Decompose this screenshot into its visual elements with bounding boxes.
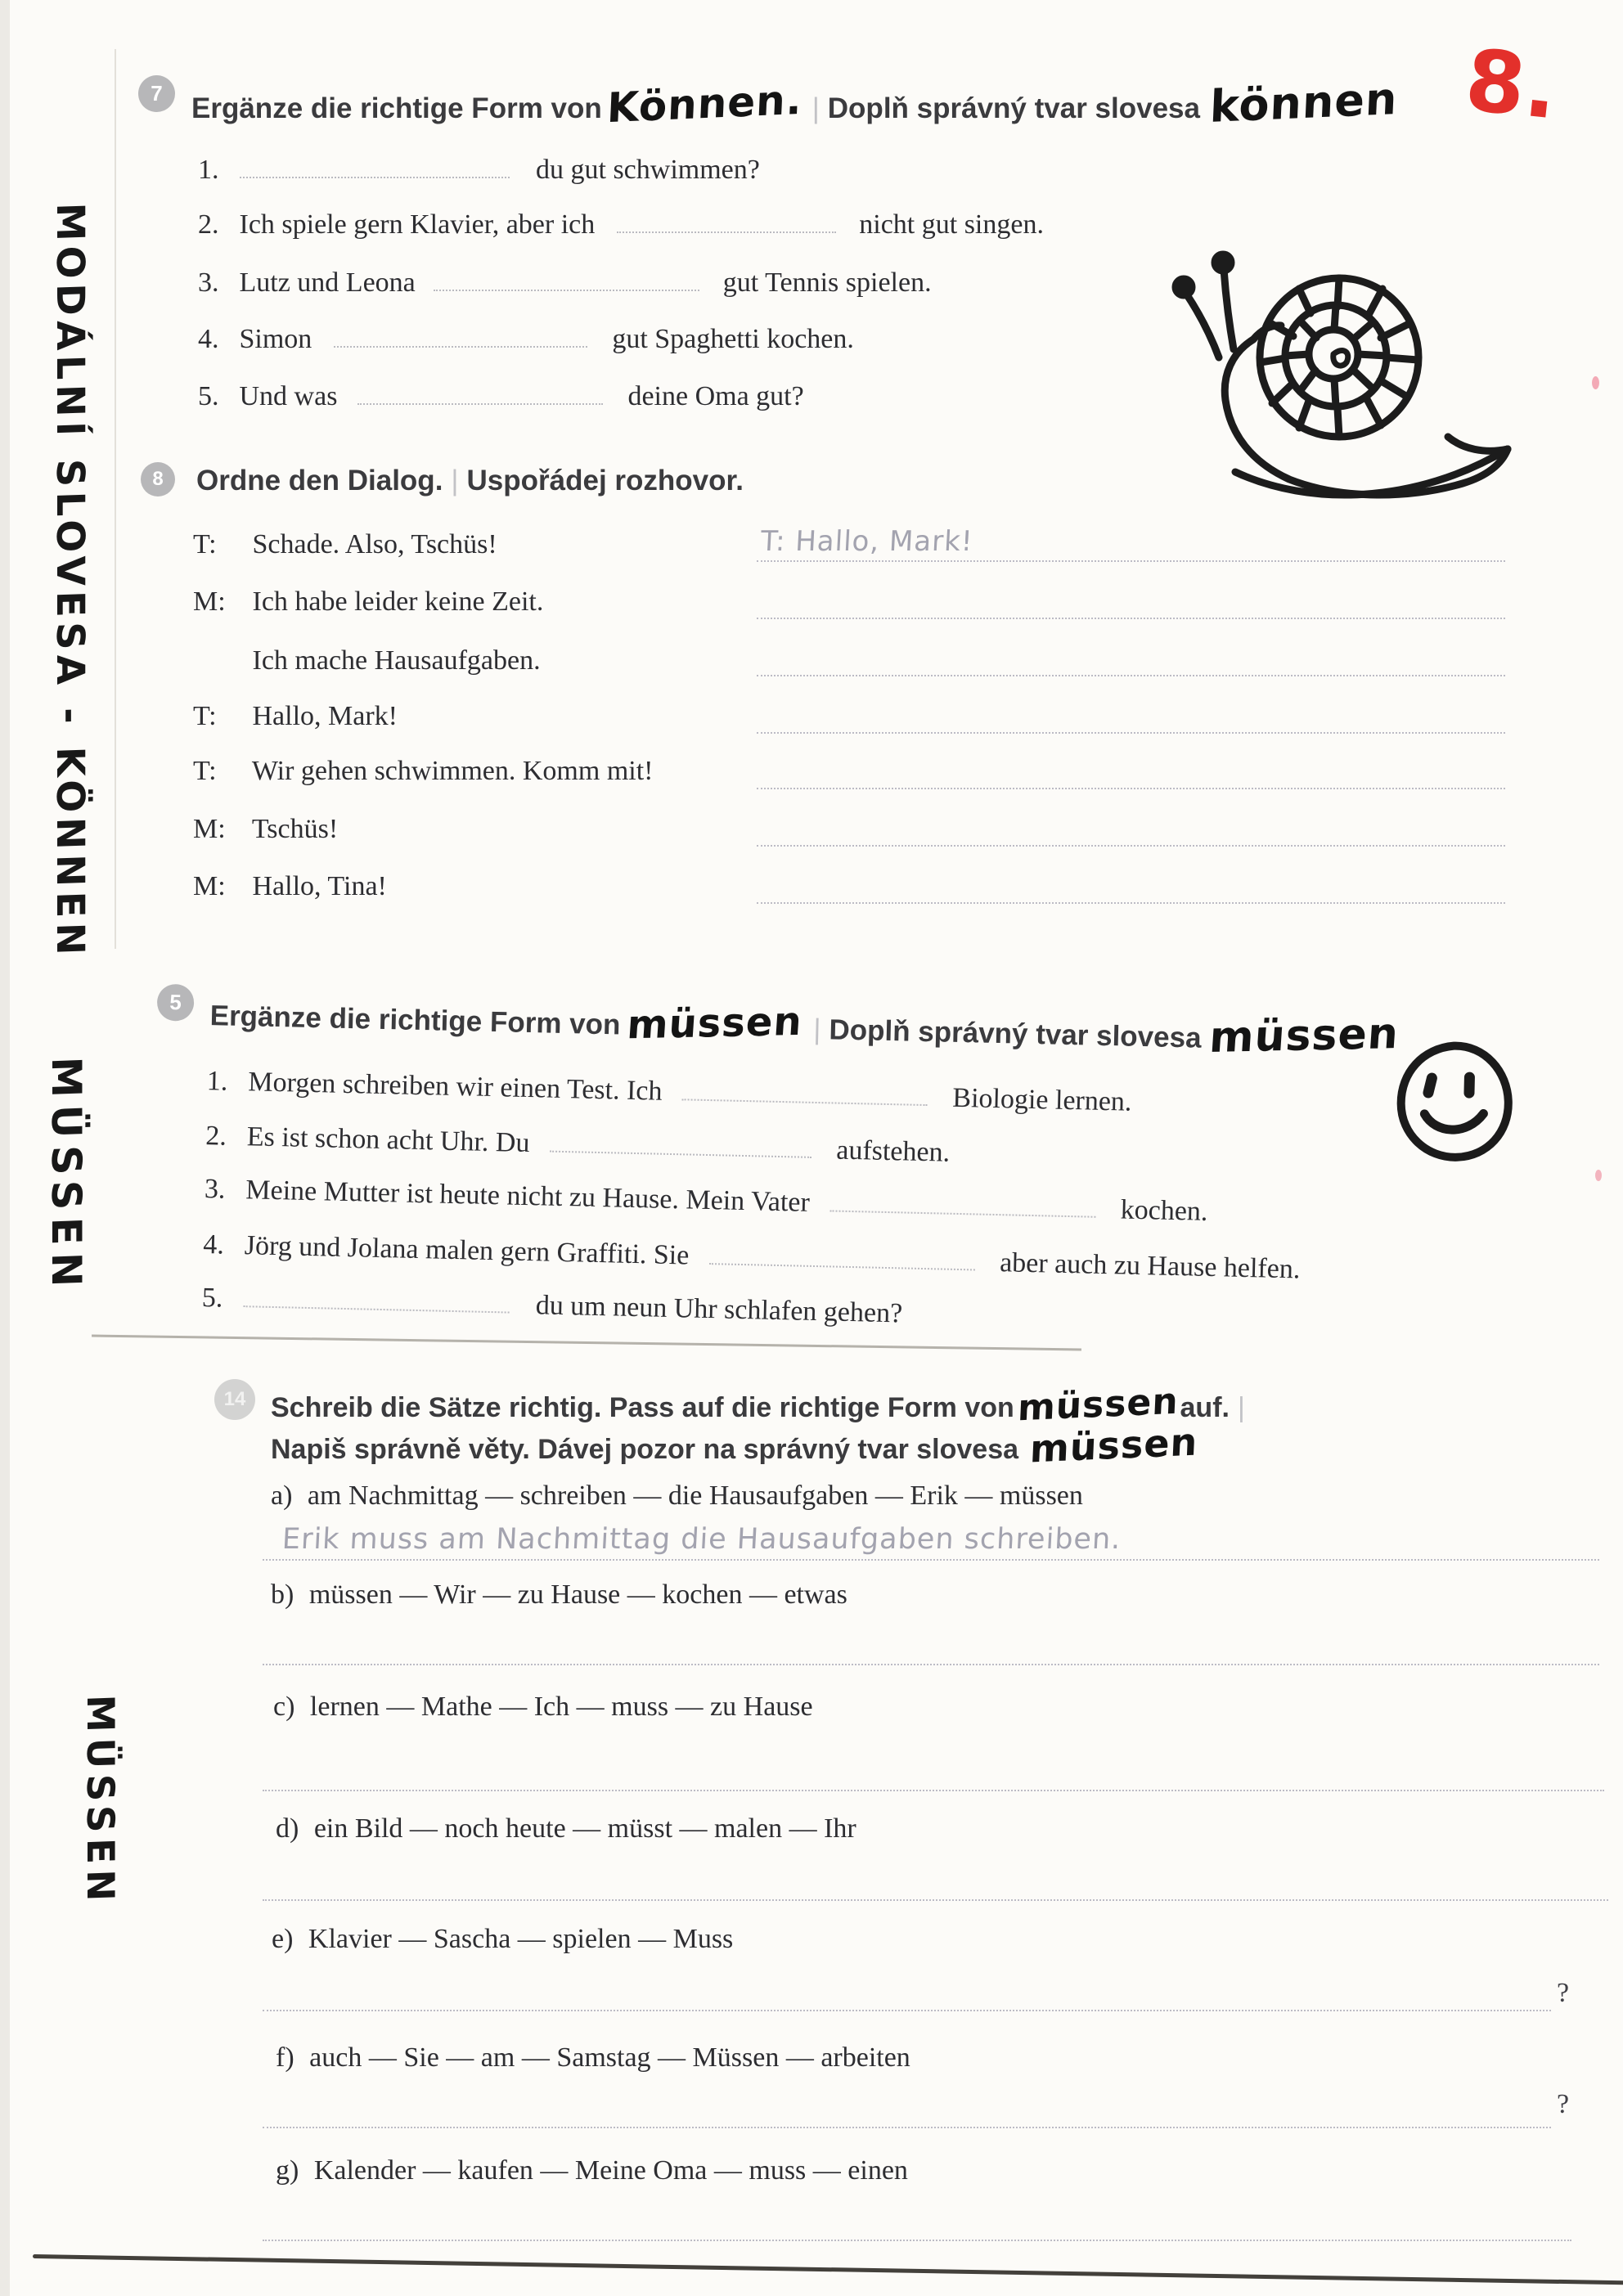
exercise14-title-cz: Napiš správně věty. Dávej pozor na správný tvar slovesa	[271, 1434, 1019, 1465]
smiley-doodle	[1387, 1035, 1522, 1169]
exercise14-handwritten-answer-a: Erik muss am Nachmittag die Hausaufgaben schreiben.	[281, 1523, 1122, 1556]
exercise7-number: 7	[151, 81, 163, 106]
exercise5-sheet	[0, 968, 1623, 1398]
red-page-number: 8.	[1460, 29, 1562, 139]
fill-blank[interactable]	[434, 265, 699, 291]
exercise14-title-de-2: auf.	[1180, 1392, 1230, 1423]
exercise5-handwritten-verb-1: müssen	[625, 998, 804, 1049]
exercise14-handwritten-verb-2: müssen	[1028, 1419, 1199, 1472]
exercise7-number-badge	[138, 75, 175, 112]
dialog-answer-line[interactable]	[757, 902, 1505, 904]
exercise14-title-de-1: Schreib die Sätze richtig. Pass auf die richtige Form von	[271, 1392, 1014, 1423]
exercise14-number: 14	[223, 1388, 246, 1410]
exercise14-item-a: a) am Nachmittag — schreiben — die Hausaufgaben — Erik — müssen	[271, 1480, 1083, 1511]
exercise5-handwritten-verb-2: müssen	[1207, 1009, 1401, 1063]
fill-blank[interactable]	[550, 1126, 812, 1158]
exercise7-title-de: Ergänze die richtige Form von	[191, 92, 602, 124]
exercise7-header	[191, 72, 1399, 133]
exercise5-item-1: 1. Morgen schreiben wir einen Test. Ich Biologie lernen.	[206, 1066, 1132, 1117]
exercise7-title-cz: Doplň správný tvar slovesa	[827, 92, 1200, 124]
exercise7-item-3: 3. Lutz und Leona gut Tennis spielen.	[198, 265, 932, 299]
dialog-row-7: M: Hallo, Tina!	[193, 871, 387, 901]
exercise7-item-2: 2. Ich spiele gern Klavier, aber ich nicht gut singen.	[198, 207, 1044, 240]
exercise14-item-e: e) Klavier — Sascha — spielen — Muss	[272, 1924, 734, 1954]
exercise5-item-5: 5. du um neun Uhr schlafen gehen?	[201, 1283, 903, 1329]
header-separator: |	[451, 465, 459, 496]
exercise14-item-g: g) Kalender — kaufen — Meine Oma — muss — einen	[276, 2155, 908, 2186]
bottom-sheet-edge	[33, 2254, 1623, 2285]
dialog-handwritten-answer: T: Hallo, Mark!	[759, 525, 974, 558]
exercise8-title-de: Ordne den Dialog.	[196, 465, 443, 496]
exercise5-title-de: Ergänze die richtige Form von	[209, 1000, 621, 1041]
dialog-answer-line[interactable]	[757, 618, 1505, 619]
fill-blank[interactable]	[240, 152, 510, 178]
dialog-row-3: Ich mache Hausaufgaben.	[252, 645, 541, 676]
fill-blank[interactable]	[243, 1281, 510, 1313]
exercise7-handwritten-verb-2: können	[1208, 72, 1399, 133]
exercise5-item-3: 3. Meine Mutter ist heute nicht zu Hause. Mein Vater kochen.	[204, 1174, 1208, 1227]
exercise14-number-badge	[214, 1379, 255, 1420]
exercise14-answer-line[interactable]	[263, 2127, 1551, 2128]
header-separator: |	[1237, 1392, 1245, 1423]
exercise14-answer-line[interactable]	[263, 2240, 1571, 2241]
header-separator: |	[812, 92, 820, 124]
exercise7-item-1: 1. du gut schwimmen?	[198, 152, 760, 186]
exercise14-item-d: d) ein Bild — noch heute — müsst — malen — Ihr	[276, 1813, 856, 1844]
exercise8-header	[196, 465, 744, 497]
exercise14-answer-line[interactable]	[263, 2010, 1551, 2011]
exercise5-header	[209, 986, 1400, 1063]
exercise7-handwritten-verb-1: Können.	[605, 75, 803, 133]
margin-note-muessen-2: MÜSSEN	[79, 1694, 123, 1908]
exercise14-header-line1	[271, 1380, 1253, 1430]
dialog-answer-line[interactable]	[757, 675, 1505, 676]
exercise14-answer-line[interactable]	[263, 1664, 1599, 1665]
margin-note-muessen-1: MÜSSEN	[43, 1055, 90, 1296]
exercise14-answer-line[interactable]	[263, 1899, 1608, 1901]
dialog-row-4: T: Hallo, Mark!	[193, 701, 398, 731]
exercise14-item-b: b) müssen — Wir — zu Hause — kochen — etwas	[271, 1579, 847, 1610]
fill-blank[interactable]	[829, 1185, 1096, 1217]
exercise8-number: 8	[152, 468, 164, 490]
exercise14-header-line2	[271, 1419, 1199, 1472]
dialog-answer-line[interactable]	[757, 788, 1505, 789]
dialog-row-5: T: Wir gehen schwimmen. Komm mit!	[193, 756, 654, 786]
exercise14-line-question-mark-e: ?	[1557, 1978, 1570, 2008]
dialog-answer-line[interactable]	[757, 845, 1505, 847]
exercise7-item-5: 5. Und was deine Oma gut?	[198, 379, 804, 412]
exercise14-item-f: f) auch — Sie — am — Samstag — Müssen — arbeiten	[276, 2042, 910, 2073]
dialog-row-6: M: Tschüs!	[193, 814, 339, 844]
exercise14-answer-line[interactable]	[263, 1790, 1604, 1791]
margin-note-modal-verbs: MODÁLNÍ SLOVESA - KÖNNEN	[47, 202, 92, 961]
header-separator: |	[812, 1013, 821, 1046]
exercise8-number-badge	[141, 462, 175, 496]
exercise14-answer-line[interactable]	[263, 1559, 1599, 1561]
exercise5-number: 5	[169, 990, 182, 1015]
dialog-answer-line[interactable]	[757, 560, 1505, 562]
dialog-row-1: T: Schade. Also, Tschüs!	[193, 529, 497, 559]
fill-blank[interactable]	[334, 321, 587, 348]
exercise8-title-cz: Uspořádej rozhovor.	[466, 465, 744, 496]
dialog-row-2: M: Ich habe leider keine Zeit.	[193, 586, 544, 617]
exercise5-item-2: 2. Es ist schon acht Uhr. Du aufstehen.	[205, 1121, 951, 1168]
fill-blank[interactable]	[617, 207, 836, 233]
snail-doodle	[1137, 233, 1595, 503]
exercise5-number-badge	[157, 984, 195, 1022]
fill-blank[interactable]	[709, 1238, 976, 1270]
dialog-answer-line[interactable]	[757, 732, 1505, 734]
top-sheet-left-edge	[115, 49, 116, 949]
exercise14-handwritten-verb-1: müssen	[1016, 1380, 1180, 1430]
exercise14-line-question-mark-f: ?	[1557, 2089, 1570, 2119]
exercise5-item-4: 4. Jörg und Jolana malen gern Graffiti. Sie aber auch zu Hause helfen.	[202, 1229, 1301, 1285]
exercise5-title-cz: Doplň správný tvar slovesa	[829, 1013, 1202, 1054]
exercise14-item-c: c) lernen — Mathe — Ich — muss — zu Hause	[273, 1692, 813, 1722]
fill-blank[interactable]	[357, 379, 603, 405]
exercise7-item-4: 4. Simon gut Spaghetti kochen.	[198, 321, 854, 355]
fill-blank[interactable]	[682, 1074, 928, 1106]
